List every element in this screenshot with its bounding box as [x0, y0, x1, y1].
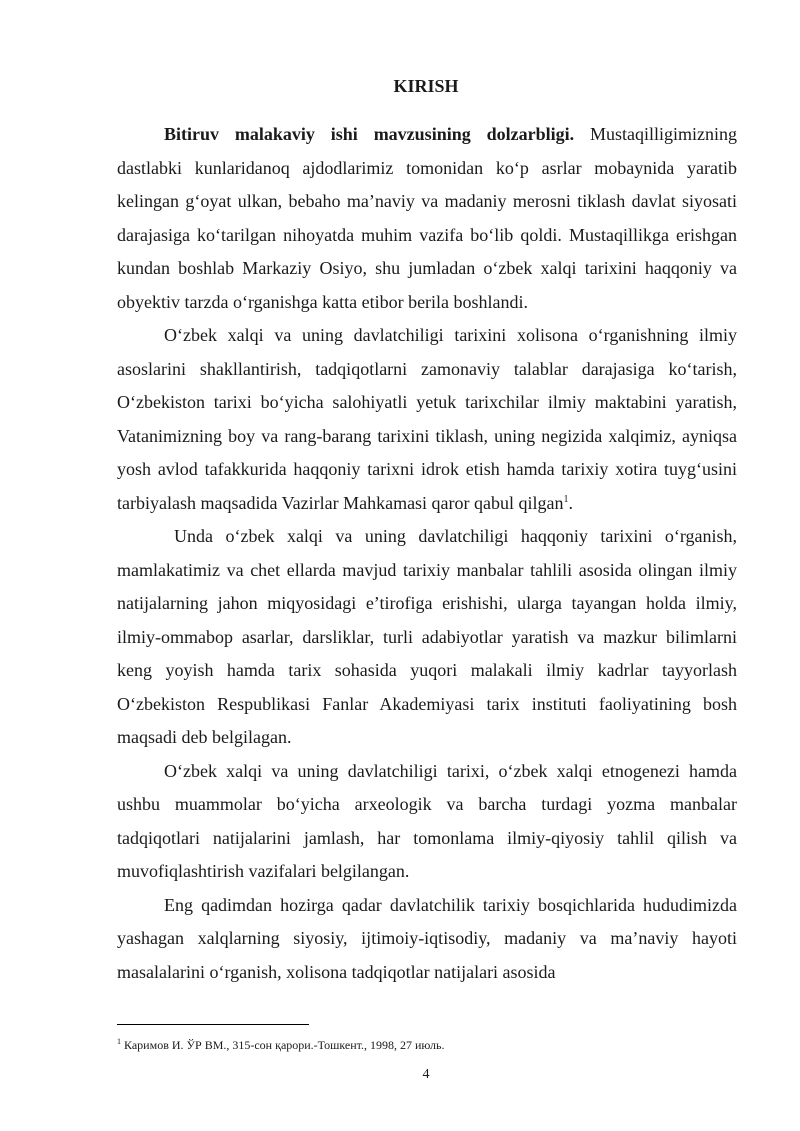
paragraph-2-end: .	[568, 492, 574, 513]
footnote-marker: 1	[117, 1037, 121, 1046]
paragraph-2	[117, 319, 737, 520]
page-title: KIRISH	[393, 76, 459, 96]
paragraph-1-lead: Bitiruv malakaviy ishi mavzusining dolzarbligi.	[164, 124, 575, 144]
paragraph-4: O‘zbek xalqi va uning davlatchiligi tarixi, o‘zbek xalqi etnogenezi hamda ushbu muammolar bo‘yicha arxeologik va barcha turdagi yozma manbalar tadqiqotlari natijalarini jamlash, har tomonlama ilmiy-qiyosiy tahlil qilish va muvofiqlashtirish vazifalari belgilangan.	[117, 760, 737, 881]
paragraph-2-text: O‘zbek xalqi va uning davlatchiligi tarixini xolisona o‘rganishning ilmiy asoslarini shakllantirish, tadqiqotlarni zamonaviy talablar darajasiga ko‘tarish, O‘zbekiston tarixi bo‘yicha salohiyatli yetuk tarixchilar ilmiy maktabini yaratish, Vatanimizning boy va rang-barang tarixini tiklash, uning negizida xalqimiz, ayniqsa yosh avlod tafakkurida haqqoniy tarixni idrok etish hamda tarixiy xotira tuyg‘usini tarbiyalash maqsadida Vazirlar Mahkamasi qaror qabul qilgan	[117, 325, 737, 513]
page-number: 4	[422, 1067, 430, 1082]
footnote-separator	[117, 1024, 309, 1025]
body-text	[117, 118, 737, 989]
paragraph-3: Unda o‘zbek xalqi va uning davlatchiligi haqqoniy tarixini o‘rganish, mamlakatimiz va chet ellarda mavjud tarixiy manbalar tahlili asosida olingan ilmiy natijalarning jahon miqyosidagi e’tirofiga erishishi, ularga tayangan holda ilmiy, ilmiy-ommabop asarlar, darsliklar, turli adabiyotlar yaratish va mazkur bilimlarni keng yoyish hamda tarix sohasida yuqori malakali ilmiy kadrlar tayyorlash O‘zbekiston Respublikasi Fanlar Akademiyasi tarix instituti faoliyatining bosh maqsadi deb belgilagan.	[117, 526, 737, 747]
paragraph-5: Eng qadimdan hozirga qadar davlatchilik tarixiy bosqichlarida hududimizda yashagan xalqlarning siyosiy, ijtimoiy-iqtisodiy, madaniy va ma’naviy hayoti masalalarini o‘rganish, xolisona tadqiqotlar natijalari asosida	[117, 894, 737, 982]
paragraph-1	[117, 118, 737, 319]
footnote-text: Каримов И. ЎР ВМ., 315-сон қарори.-Тошкент., 1998, 27 июль.	[121, 1038, 445, 1052]
footnote	[117, 1038, 737, 1053]
footnote-reference[interactable]: 1	[563, 493, 569, 505]
paragraph-1-text: Mustaqilligimizning dastlabki kunlaridanoq ajdodlarimiz tomonidan ko‘p asrlar mobaynida yaratib kelingan g‘oyat ulkan, bebaho ma’naviy va madaniy merosni tiklash davlat siyosati darajasiga ko‘tarilgan nihoyatda muhim vazifa bo‘lib qoldi. Mustaqillikga erishgan kundan boshlab Markaziy Osiyo, shu jumladan o‘zbek xalqi tarixini haqqoniy va obyektiv tarzda o‘rganishga katta etibor berila boshlandi.	[117, 124, 737, 312]
